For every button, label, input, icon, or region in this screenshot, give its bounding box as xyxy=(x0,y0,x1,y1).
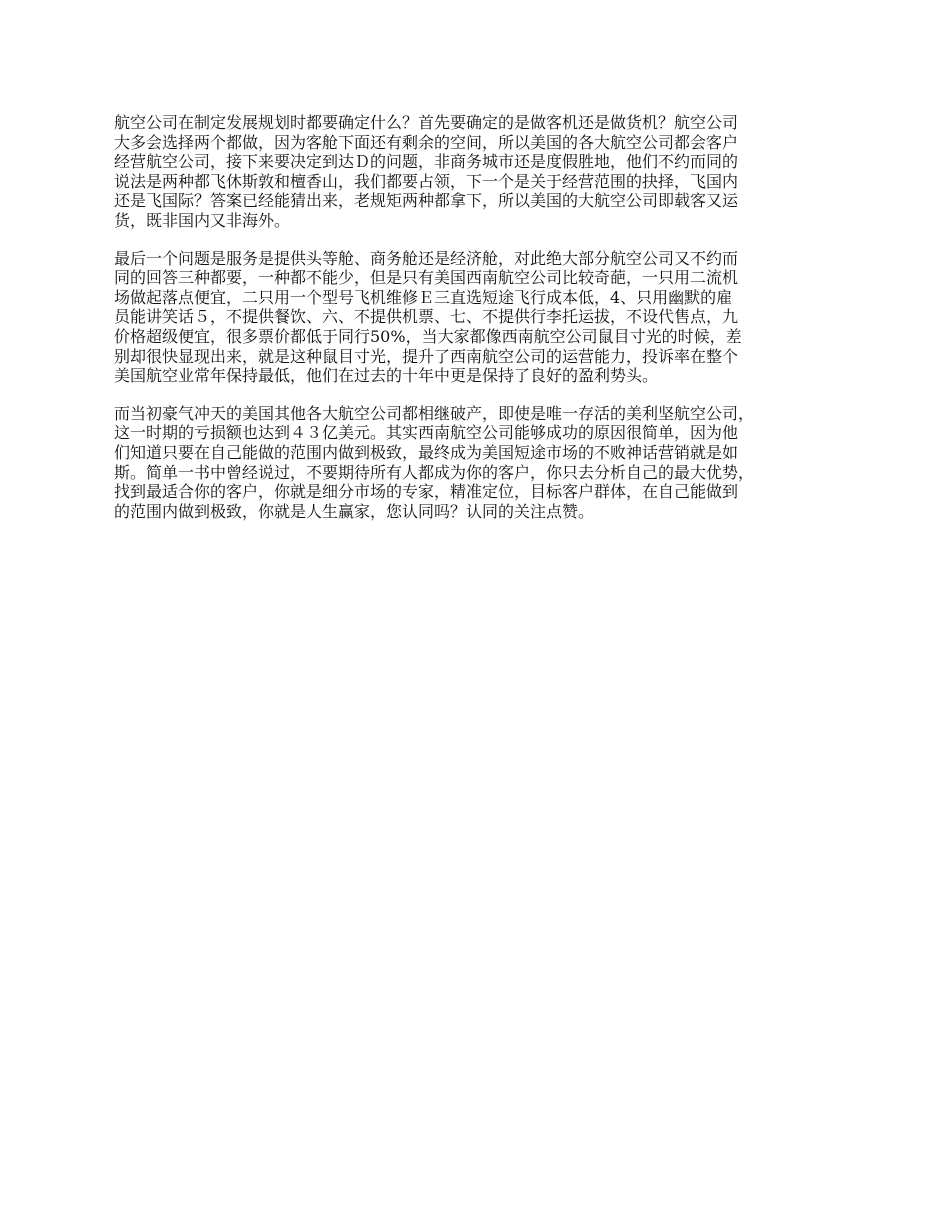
text-line: 还是飞国际？答案已经能猜出来，老规矩两种都拿下，所以美国的大航空公司即载客又运 xyxy=(114,191,739,211)
paragraph-1 xyxy=(114,113,849,231)
text-line: 这一时期的亏损额也达到４３亿美元。其实西南航空公司能够成功的原因很简单，因为他 xyxy=(114,423,739,443)
text-line: 斯。简单一书中曾经说过，不要期待所有人都成为你的客户，你只去分析自己的最大优势， xyxy=(114,462,755,482)
text-line: 货，既非国内又非海外。 xyxy=(114,210,291,230)
paragraph-3 xyxy=(114,404,849,522)
text-line: 别却很快显现出来，就是这种鼠目寸光，提升了西南航空公司的运营能力，投诉率在整个 xyxy=(114,346,739,366)
paragraph-2 xyxy=(114,249,849,386)
text-line: 航空公司在制定发展规划时都要确定什么？首先要确定的是做客机还是做货机？航空公司 xyxy=(114,113,739,132)
text-line: 经营航空公司，接下来要决定到达Ｄ的问题，非商务城市还是度假胜地，他们不约而同的 xyxy=(114,152,739,172)
text-line: 的范围内做到极致，你就是人生赢家，您认同吗？认同的关注点赞。 xyxy=(114,501,595,521)
text-line: 员能讲笑话５，不提供餐饮、六、不提供机票、七、不提供行李托运拔，不设代售点，九 xyxy=(114,307,739,327)
text-line: 同的回答三种都要，一种都不能少，但是只有美国西南航空公司比较奇葩，一只用二流机 xyxy=(114,268,739,288)
text-line: 场做起落点便宜，二只用一个型号飞机维修Ｅ三直选短途飞行成本低，4、只用幽默的雇 xyxy=(114,287,733,307)
text-line: 最后一个问题是服务是提供头等舱、商务舱还是经济舱，对此绝大部分航空公司又不约而 xyxy=(114,248,739,268)
text-line: 美国航空业常年保持最低，他们在过去的十年中更是保持了良好的盈利势头。 xyxy=(114,366,659,386)
text-line: 大多会选择两个都做，因为客舱下面还有剩余的空间，所以美国的各大航空公司都会客户 xyxy=(114,132,739,152)
article-body xyxy=(114,113,849,539)
text-line: 找到最适合你的客户，你就是细分市场的专家，精准定位，目标客户群体，在自己能做到 xyxy=(114,482,739,502)
text-line: 说法是两种都飞休斯敦和檀香山，我们都要占领，下一个是关于经营范围的抉择，飞国内 xyxy=(114,171,739,191)
text-line: 价格超级便宜，很多票价都低于同行50%，当大家都像西南航空公司鼠目寸光的时候，差 xyxy=(114,326,742,346)
text-line: 而当初豪气冲天的美国其他各大航空公司都相继破产，即使是唯一存活的美利坚航空公司， xyxy=(114,403,755,423)
text-line: 们知道只要在自己能做的范围内做到极致，最终成为美国短途市场的不败神话营销就是如 xyxy=(114,442,739,462)
